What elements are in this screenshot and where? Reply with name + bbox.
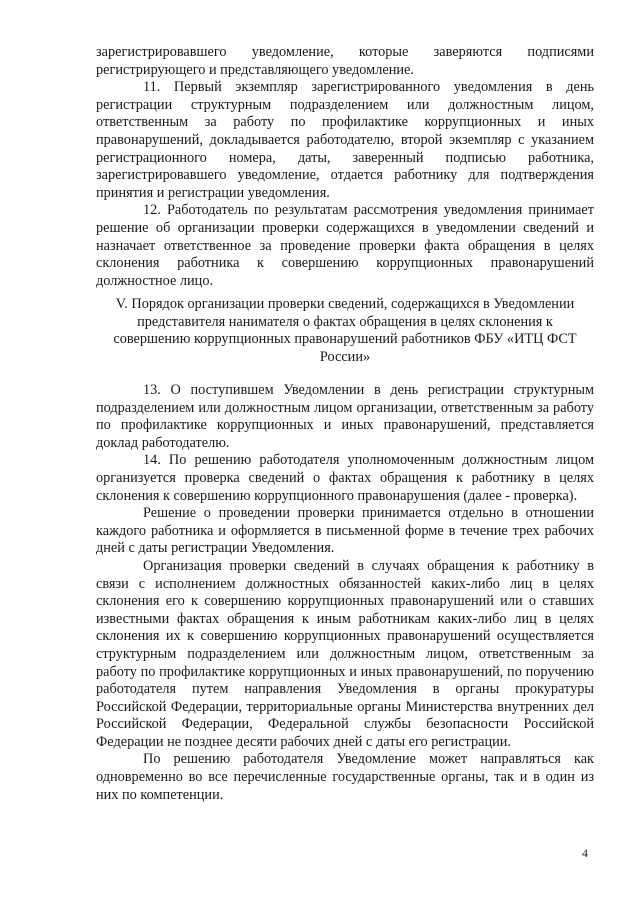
page-number: 4 bbox=[582, 846, 588, 860]
paragraph-continuation: зарегистрировавшего уведомление, которые заверяются подписями регистрирующего и представляющего уведомление. bbox=[96, 44, 594, 78]
paragraph-organization: Организация проверки сведений в случаях обращения к работнику в связи с исполнением должностных обязанностей каких-либо лиц в целях склонения его к совершению коррупционных правонарушений или о ставших известными фактах обращения к иным работникам каких-либо лиц в целях склонения их к совершению коррупционных правонарушений осуществляется структурным подразделением или должностным лицом, ответственным за работу по профилактике коррупционных и иных правонарушений, по поручению работодателя путем направления Уведомления в органы прокуратуры Российской Федерации, территориальные органы Министерства внутренних дел Российской Федерации, Федеральной службы безопасности Российской Федерации не позднее десяти рабочих дней с даты его регистрации. bbox=[96, 557, 594, 750]
paragraph-14: 14. По решению работодателя уполномоченным должностным лицом организуется проверка сведений о фактах обращения к работнику в целях склонения к совершению коррупционного правонарушения (далее - проверка). bbox=[96, 452, 594, 504]
paragraph-competence: По решению работодателя Уведомление может направляться как одновременно во все перечисленные государственные органы, так и в один из них по компетенции. bbox=[96, 751, 594, 803]
paragraph-decision: Решение о проведении проверки принимается отдельно в отношении каждого работника и оформляется в письменной форме в течение трех рабочих дней с даты регистрации Уведомления. bbox=[96, 505, 594, 557]
paragraph-11: 11. Первый экземпляр зарегистрированного уведомления в день регистрации структурным подразделением или должностным лицом, ответственным за работу по профилактике коррупционных и иных правонарушений, докладывается работодателю, второй экземпляр с указанием регистрационного номера, даты, заверенный подписью работника, зарегистрировавшего уведомление, отдается работнику для подтверждения принятия и регистрации уведомления. bbox=[96, 79, 594, 201]
paragraph-13: 13. О поступившем Уведомлении в день регистрации структурным подразделением или должностным лицом организации, ответственным за работу по профилактике коррупционных и иных правонарушений, представляется доклад работодателю. bbox=[96, 382, 594, 451]
section-heading: V. Порядок организации проверки сведений, содержащихся в Уведомлении представителя нанимателя о фактах обращения в целях склонения к совершению коррупционных правонарушений работников ФБУ «ИТЦ ФСТ России» bbox=[113, 296, 577, 365]
main-text-block bbox=[96, 382, 594, 804]
paragraph-12: 12. Работодатель по результатам рассмотрения уведомления принимает решение об организации проверки содержащихся в уведомлении сведений и назначает ответственное за проведение проверки факта обращения в целях склонения работника к совершению коррупционных правонарушений должностное лицо. bbox=[96, 202, 594, 289]
top-text-block bbox=[96, 44, 594, 290]
